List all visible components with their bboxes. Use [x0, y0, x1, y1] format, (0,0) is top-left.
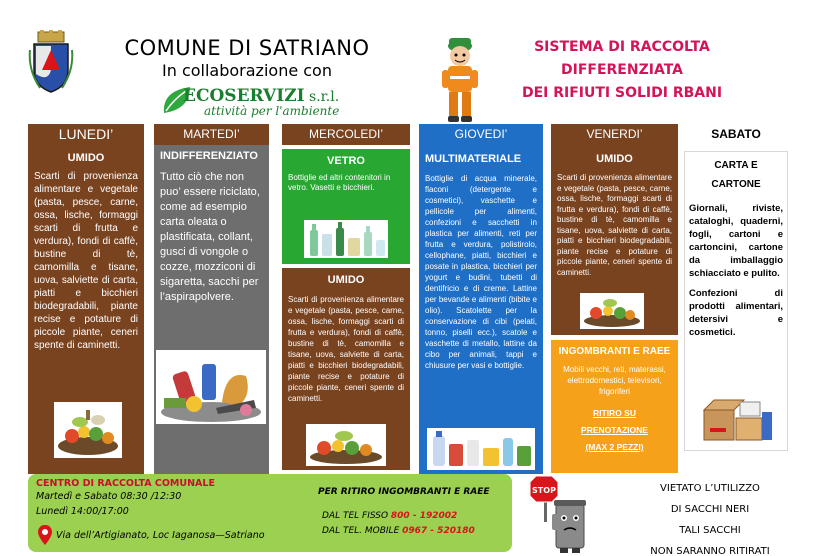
mercoledi-umido-title: UMIDO [327, 274, 365, 286]
sabato-text-1: Giornali, riviste, cataloghi, quaderni, fogli, cartoni e cartoncini, cartone da imballaggio schiacciato e pulito. [689, 203, 783, 279]
martedi-box-text: Tutto ciò che non puo’ essere riciclato, come ad esempio carta oleata o plastificata, collant, gusci di vongole o cozze, mozziconi di sigaretta, sacchi per l’aspirapolvere. [160, 171, 260, 303]
vietato-sacchi-neri-notice [620, 478, 800, 556]
location-pin-icon [38, 525, 52, 545]
telefono-mobile-label: DAL TEL. MOBILE [322, 526, 403, 536]
collaboration-text: In collaborazione con [162, 61, 332, 80]
multimateriale-title: MULTIMATERIALE [425, 153, 522, 165]
sabato-title-line-2: CARTONE [711, 179, 761, 190]
lunedi-box-title: UMIDO [67, 152, 105, 164]
sabato-text-2: Confezioni di prodotti alimentari, detersivi e cosmetici. [689, 288, 783, 338]
eco-mascot-icon [436, 32, 484, 124]
mixed-waste-pile-icon [156, 350, 266, 424]
telefono-fisso-number: 800 - 192002 [390, 511, 458, 521]
ingombranti-prenotazione [557, 405, 672, 456]
telefono-fisso [322, 511, 457, 521]
martedi-indifferenziato-box [154, 145, 269, 474]
ingombranti-title: INGOMBRANTI E RAEE [558, 346, 671, 357]
ingombranti-text: Mobili vecchi, reti, materassi, elettrodomestici, televisori, frigoriferi [563, 365, 666, 396]
telefono-mobile [322, 526, 475, 536]
centro-raccolta-title: CENTRO DI RACCOLTA COMUNALE [36, 478, 215, 489]
sistema-line-3: DEI RIFIUTI SOLIDI RBANI [521, 85, 723, 101]
prenotazione-line-1: RITIRO SU [593, 408, 636, 418]
giovedi-multimateriale-box [419, 145, 543, 474]
telefono-mobile-number: 0967 - 520180 [402, 526, 475, 536]
organic-waste-icon [580, 293, 644, 329]
lunedi-box-text: Scarti di provenienza alimentare e vegetale (pasta, pesce, carne, ossa, lische, formaggi scarti di frutta e verdura), fondi di caffè, bustine di tè, camomilla e tisane, uova, salviette di carta, piatti e bicchieri biodegradabili, piante recise e potature di piccole piante, ceneri spente di caminetti. [34, 171, 138, 351]
comune-title: COMUNE DI SATRIANO [124, 36, 370, 60]
venerdi-ingombranti-box [551, 340, 678, 473]
sabato-box-title [689, 156, 783, 194]
cardboard-boxes-icon [700, 392, 776, 444]
day-header-martedi: MARTEDI’ [154, 124, 269, 145]
day-header-giovedi: GIOVEDI’ [419, 124, 543, 145]
day-header-venerdi: VENERDI’ [551, 124, 678, 145]
day-header-mercoledi: MERCOLEDI’ [282, 124, 410, 145]
vetro-box-title: VETRO [327, 155, 365, 167]
venerdi-umido-title: UMIDO [596, 153, 633, 165]
multimateriale-text: Bottiglie di acqua minerale, flaconi (detergente e cosmetici), vaschette e pellicole per alimenti, confezioni e sacchetti in plastica per alimenti, reti per frutta e verdura, polistirolo, cellophane, piatti, bicchieri e posate in plastica, bicchieri per yogurt e budini, tubetti di dentifricio e di creme. Lattine per bevande e alimenti (bibite e olio). Scatolette per la conservazione di cibi (pelati, tonno, piselli ecc.), scatole e vaschette di metallo, lattine da cibo per animali, tappi e chiusure per vasi e bottiglie. [425, 174, 537, 370]
centro-indirizzo: Via dell’Artigianato, Loc Iaganosa—Satriano [56, 530, 265, 541]
comune-crest-icon [28, 30, 74, 96]
organic-waste-icon [306, 424, 386, 466]
plastic-cans-icon [427, 428, 535, 470]
sistema-line-1: SISTEMA DI RACCOLTA [534, 39, 710, 55]
stop-bin-mascot-icon [526, 474, 590, 554]
glass-bottles-icon [304, 220, 388, 258]
ecoservizi-name: ECOSERVIZI s.r.l. [183, 86, 340, 106]
martedi-box-title: INDIFFERENZIATO [160, 150, 258, 162]
venerdi-umido-text: Scarti di provenienza alimentare e vegetale (pasta, pesce, carne, ossa, lische, formaggi scarti di frutta e verdura), fondi di caffè, bustine di tè, camomilla e tisane, uova, salviette di carta, piatti e bicchieri biodegradabili, piante recise e potature di piccole piante, ceneri spente di caminetti. [557, 173, 672, 277]
organic-waste-icon [54, 402, 122, 458]
prenotazione-line-3: (MAX 2 PEZZI) [585, 442, 644, 452]
ritiro-ingombranti-title: PER RITIRO INGOMBRANTI E RAEE [318, 487, 490, 497]
sistema-raccolta-title [510, 36, 734, 105]
prenotazione-line-2: PRENOTAZIONE [581, 425, 648, 435]
orari-martedi-sabato: Martedì e Sabato 08:30 /12:30 [36, 491, 182, 502]
vietato-line-1: VIETATO L’UTILIZZO [660, 483, 760, 494]
sabato-title-line-1: CARTA E [714, 160, 758, 171]
vietato-line-2: DI SACCHI NERI [670, 504, 750, 515]
day-header-sabato: SABATO [711, 127, 761, 141]
vietato-line-4: NON SARANNO RITIRATI [650, 546, 770, 556]
mercoledi-umido-text: Scarti di provenienza alimentare e vegetale (pasta, pesce, carne, ossa, lische, formaggi scarti di frutta e verdura), fondi di caffè, bustine di tè, camomilla e tisane, uova, salviette di carta, piatti e bicchieri biodegradabili, piante recise e potature di piccole piante, ceneri spente di caminetti. [288, 295, 404, 403]
svg-text:STOP: STOP [532, 486, 556, 495]
telefono-fisso-label: DAL TEL FISSO [322, 511, 391, 521]
vetro-box-text: Bottiglie ed altri contenitori in vetro. Vasetti e bicchieri. [288, 173, 391, 192]
sistema-line-2: DIFFERENZIATA [561, 62, 683, 78]
ecoservizi-tagline: attività per l'ambiente [204, 104, 340, 118]
vietato-line-3: TALI SACCHI [679, 525, 741, 536]
orari-lunedi: Lunedì 14:00/17:00 [36, 506, 129, 517]
day-header-lunedi: LUNEDI’ [28, 124, 144, 145]
